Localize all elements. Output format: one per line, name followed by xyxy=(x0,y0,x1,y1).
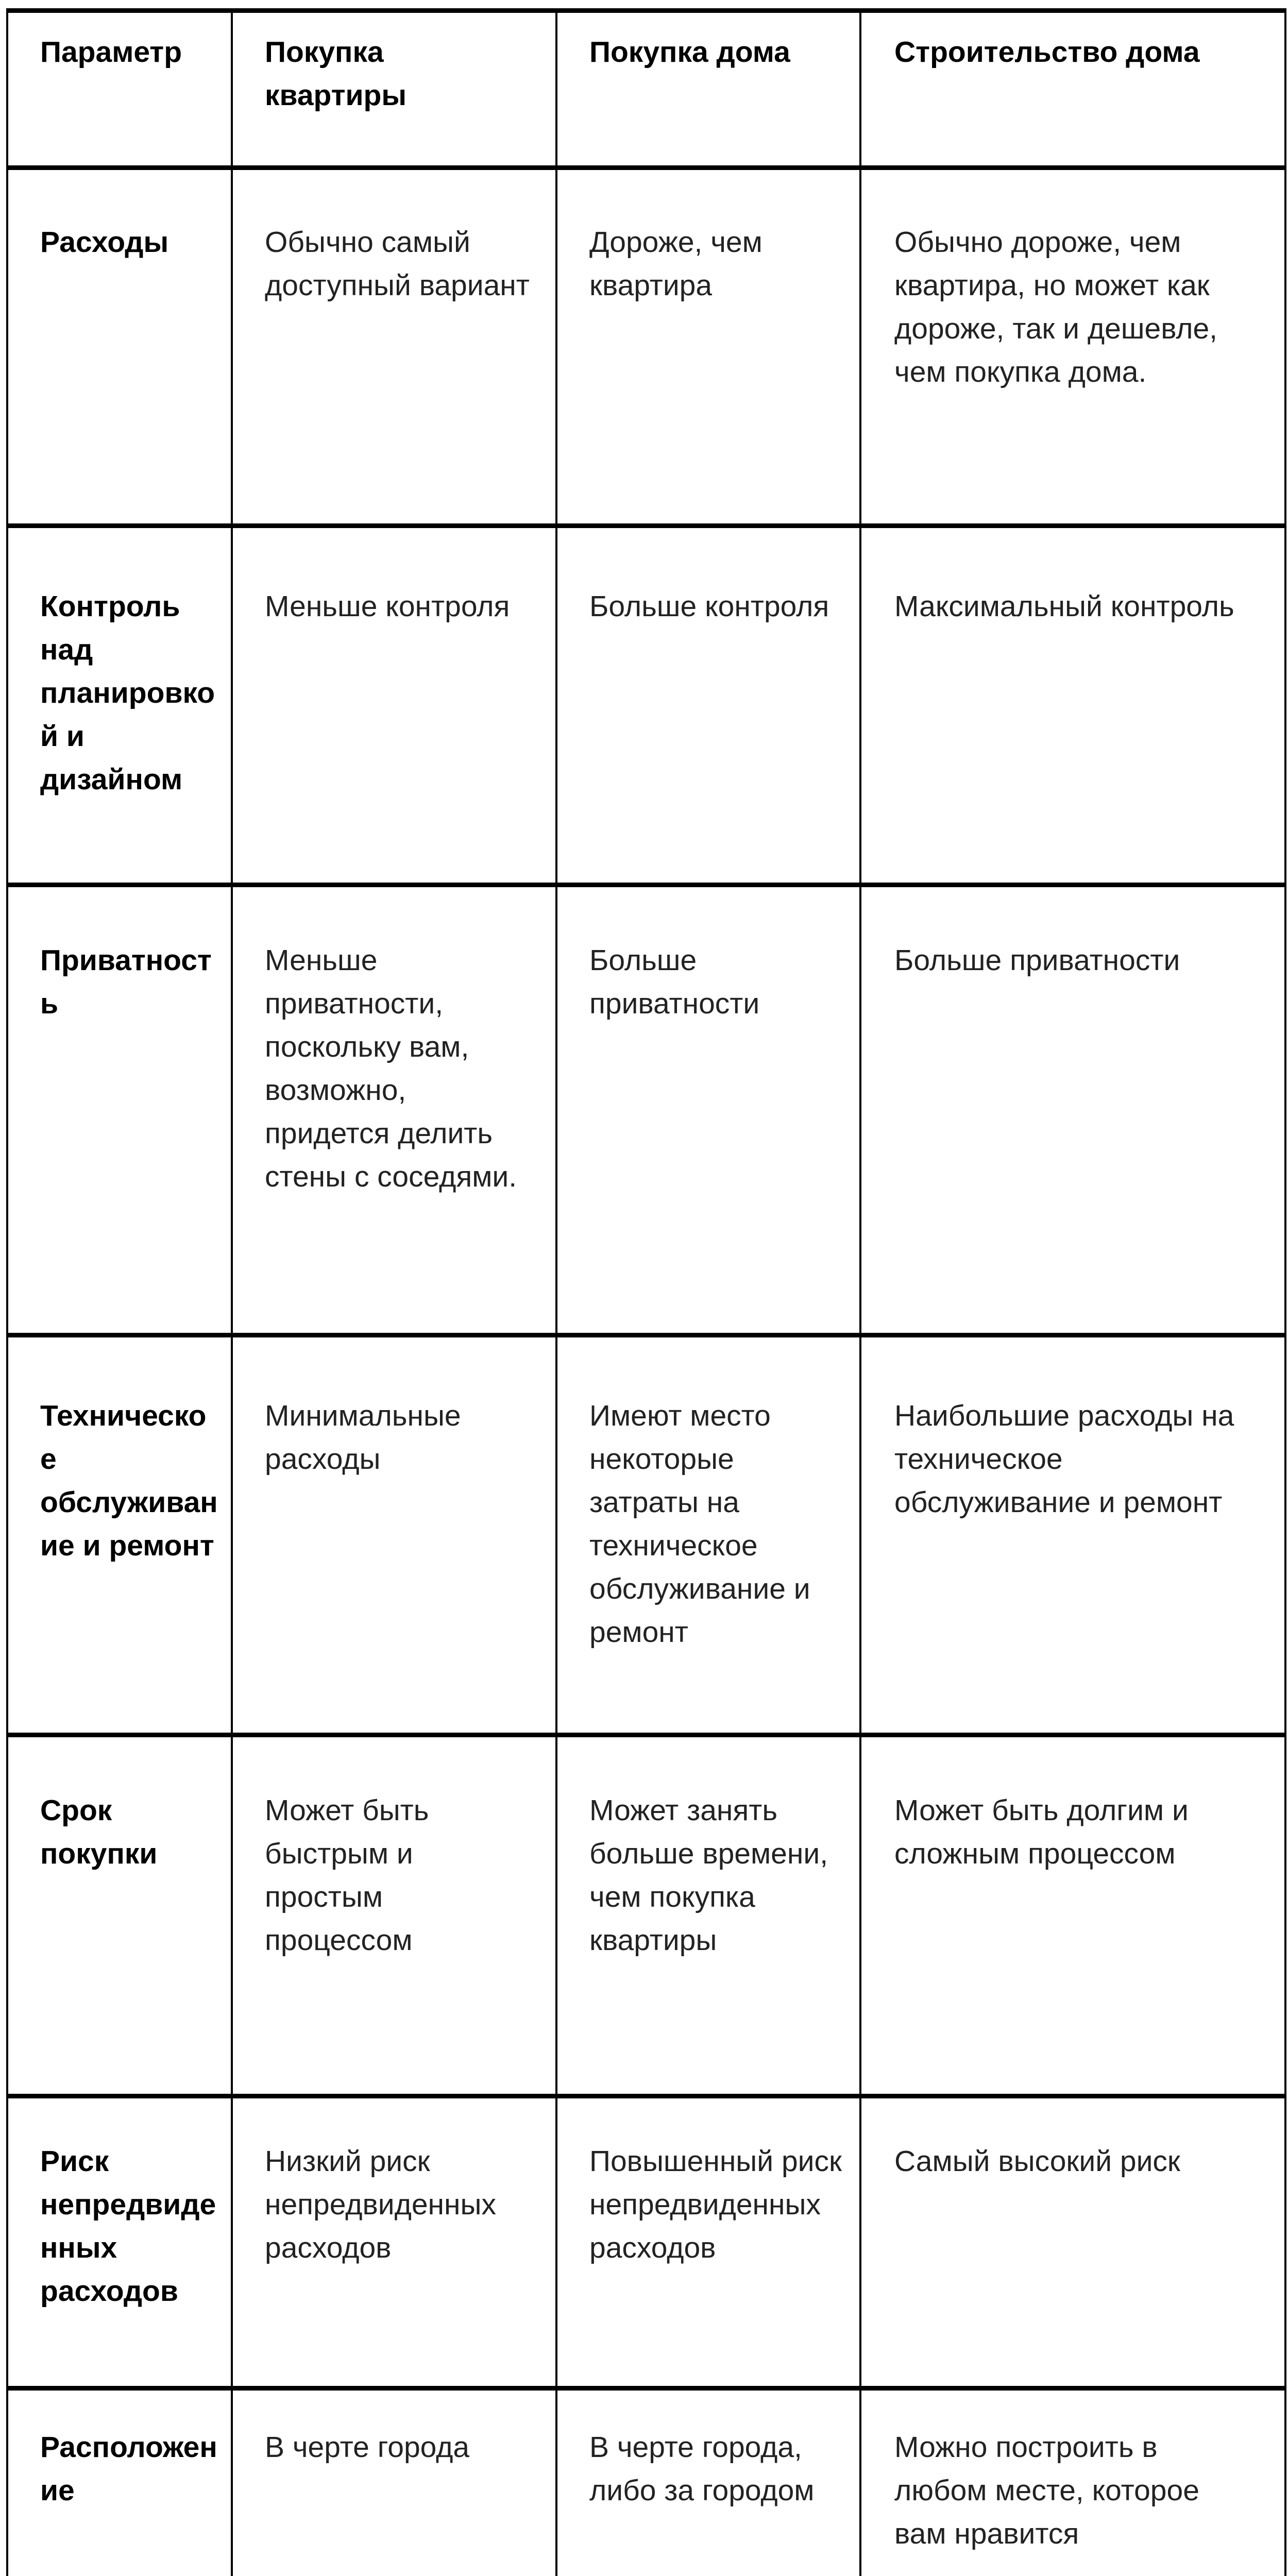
cell-apartment: В черте города xyxy=(232,2388,556,2576)
row-parameter: Контроль над планировкой и дизайном xyxy=(7,526,232,885)
cell-apartment: Меньше контроля xyxy=(232,526,556,885)
cell-house: Больше контроля xyxy=(556,526,860,885)
cell-build: Может быть долгим и сложным процессом xyxy=(860,1735,1285,2096)
header-parameter: Параметр xyxy=(7,11,232,168)
table-row xyxy=(7,1735,1285,2096)
cell-apartment: Минимальные расходы xyxy=(232,1335,556,1735)
cell-build: Можно построить в любом месте, которое вам нравится xyxy=(860,2388,1285,2576)
cell-build: Обычно дороже, чем квартира, но может как дороже, так и дешевле, чем покупка дома. xyxy=(860,168,1285,526)
table-row xyxy=(7,168,1285,526)
row-parameter: Расположение xyxy=(7,2388,232,2576)
cell-build: Максимальный контроль xyxy=(860,526,1285,885)
row-parameter: Риск непредвиденных расходов xyxy=(7,2096,232,2388)
cell-house: В черте города, либо за городом xyxy=(556,2388,860,2576)
cell-build: Наибольшие расходы на техническое обслуживание и ремонт xyxy=(860,1335,1285,1735)
cell-apartment: Может быть быстрым и простым процессом xyxy=(232,1735,556,2096)
cell-house: Может занять больше времени, чем покупка квартиры xyxy=(556,1735,860,2096)
comparison-table xyxy=(6,8,1286,2576)
cell-apartment: Низкий риск непредвиденных расходов xyxy=(232,2096,556,2388)
header-house-construction: Строительство дома xyxy=(860,11,1285,168)
cell-house: Имеют место некоторые затраты на техническое обслуживание и ремонт xyxy=(556,1335,860,1735)
cell-apartment: Меньше приватности, поскольку вам, возможно, придется делить стены с соседями. xyxy=(232,885,556,1335)
header-apartment-purchase: Покупка квартиры xyxy=(232,11,556,168)
cell-build: Больше приватности xyxy=(860,885,1285,1335)
row-parameter: Расходы xyxy=(7,168,232,526)
row-parameter: Техническое обслуживание и ремонт xyxy=(7,1335,232,1735)
table-row xyxy=(7,2388,1285,2576)
table-row xyxy=(7,526,1285,885)
table-row xyxy=(7,885,1285,1335)
row-parameter: Приватность xyxy=(7,885,232,1335)
cell-apartment: Обычно самый доступный вариант xyxy=(232,168,556,526)
row-parameter: Срок покупки xyxy=(7,1735,232,2096)
cell-build: Самый высокий риск xyxy=(860,2096,1285,2388)
cell-house: Повышенный риск непредвиденных расходов xyxy=(556,2096,860,2388)
table-header-row xyxy=(7,11,1285,168)
cell-house: Больше приватности xyxy=(556,885,860,1335)
header-house-purchase: Покупка дома xyxy=(556,11,860,168)
table-row xyxy=(7,2096,1285,2388)
cell-house: Дороже, чем квартира xyxy=(556,168,860,526)
table-row xyxy=(7,1335,1285,1735)
